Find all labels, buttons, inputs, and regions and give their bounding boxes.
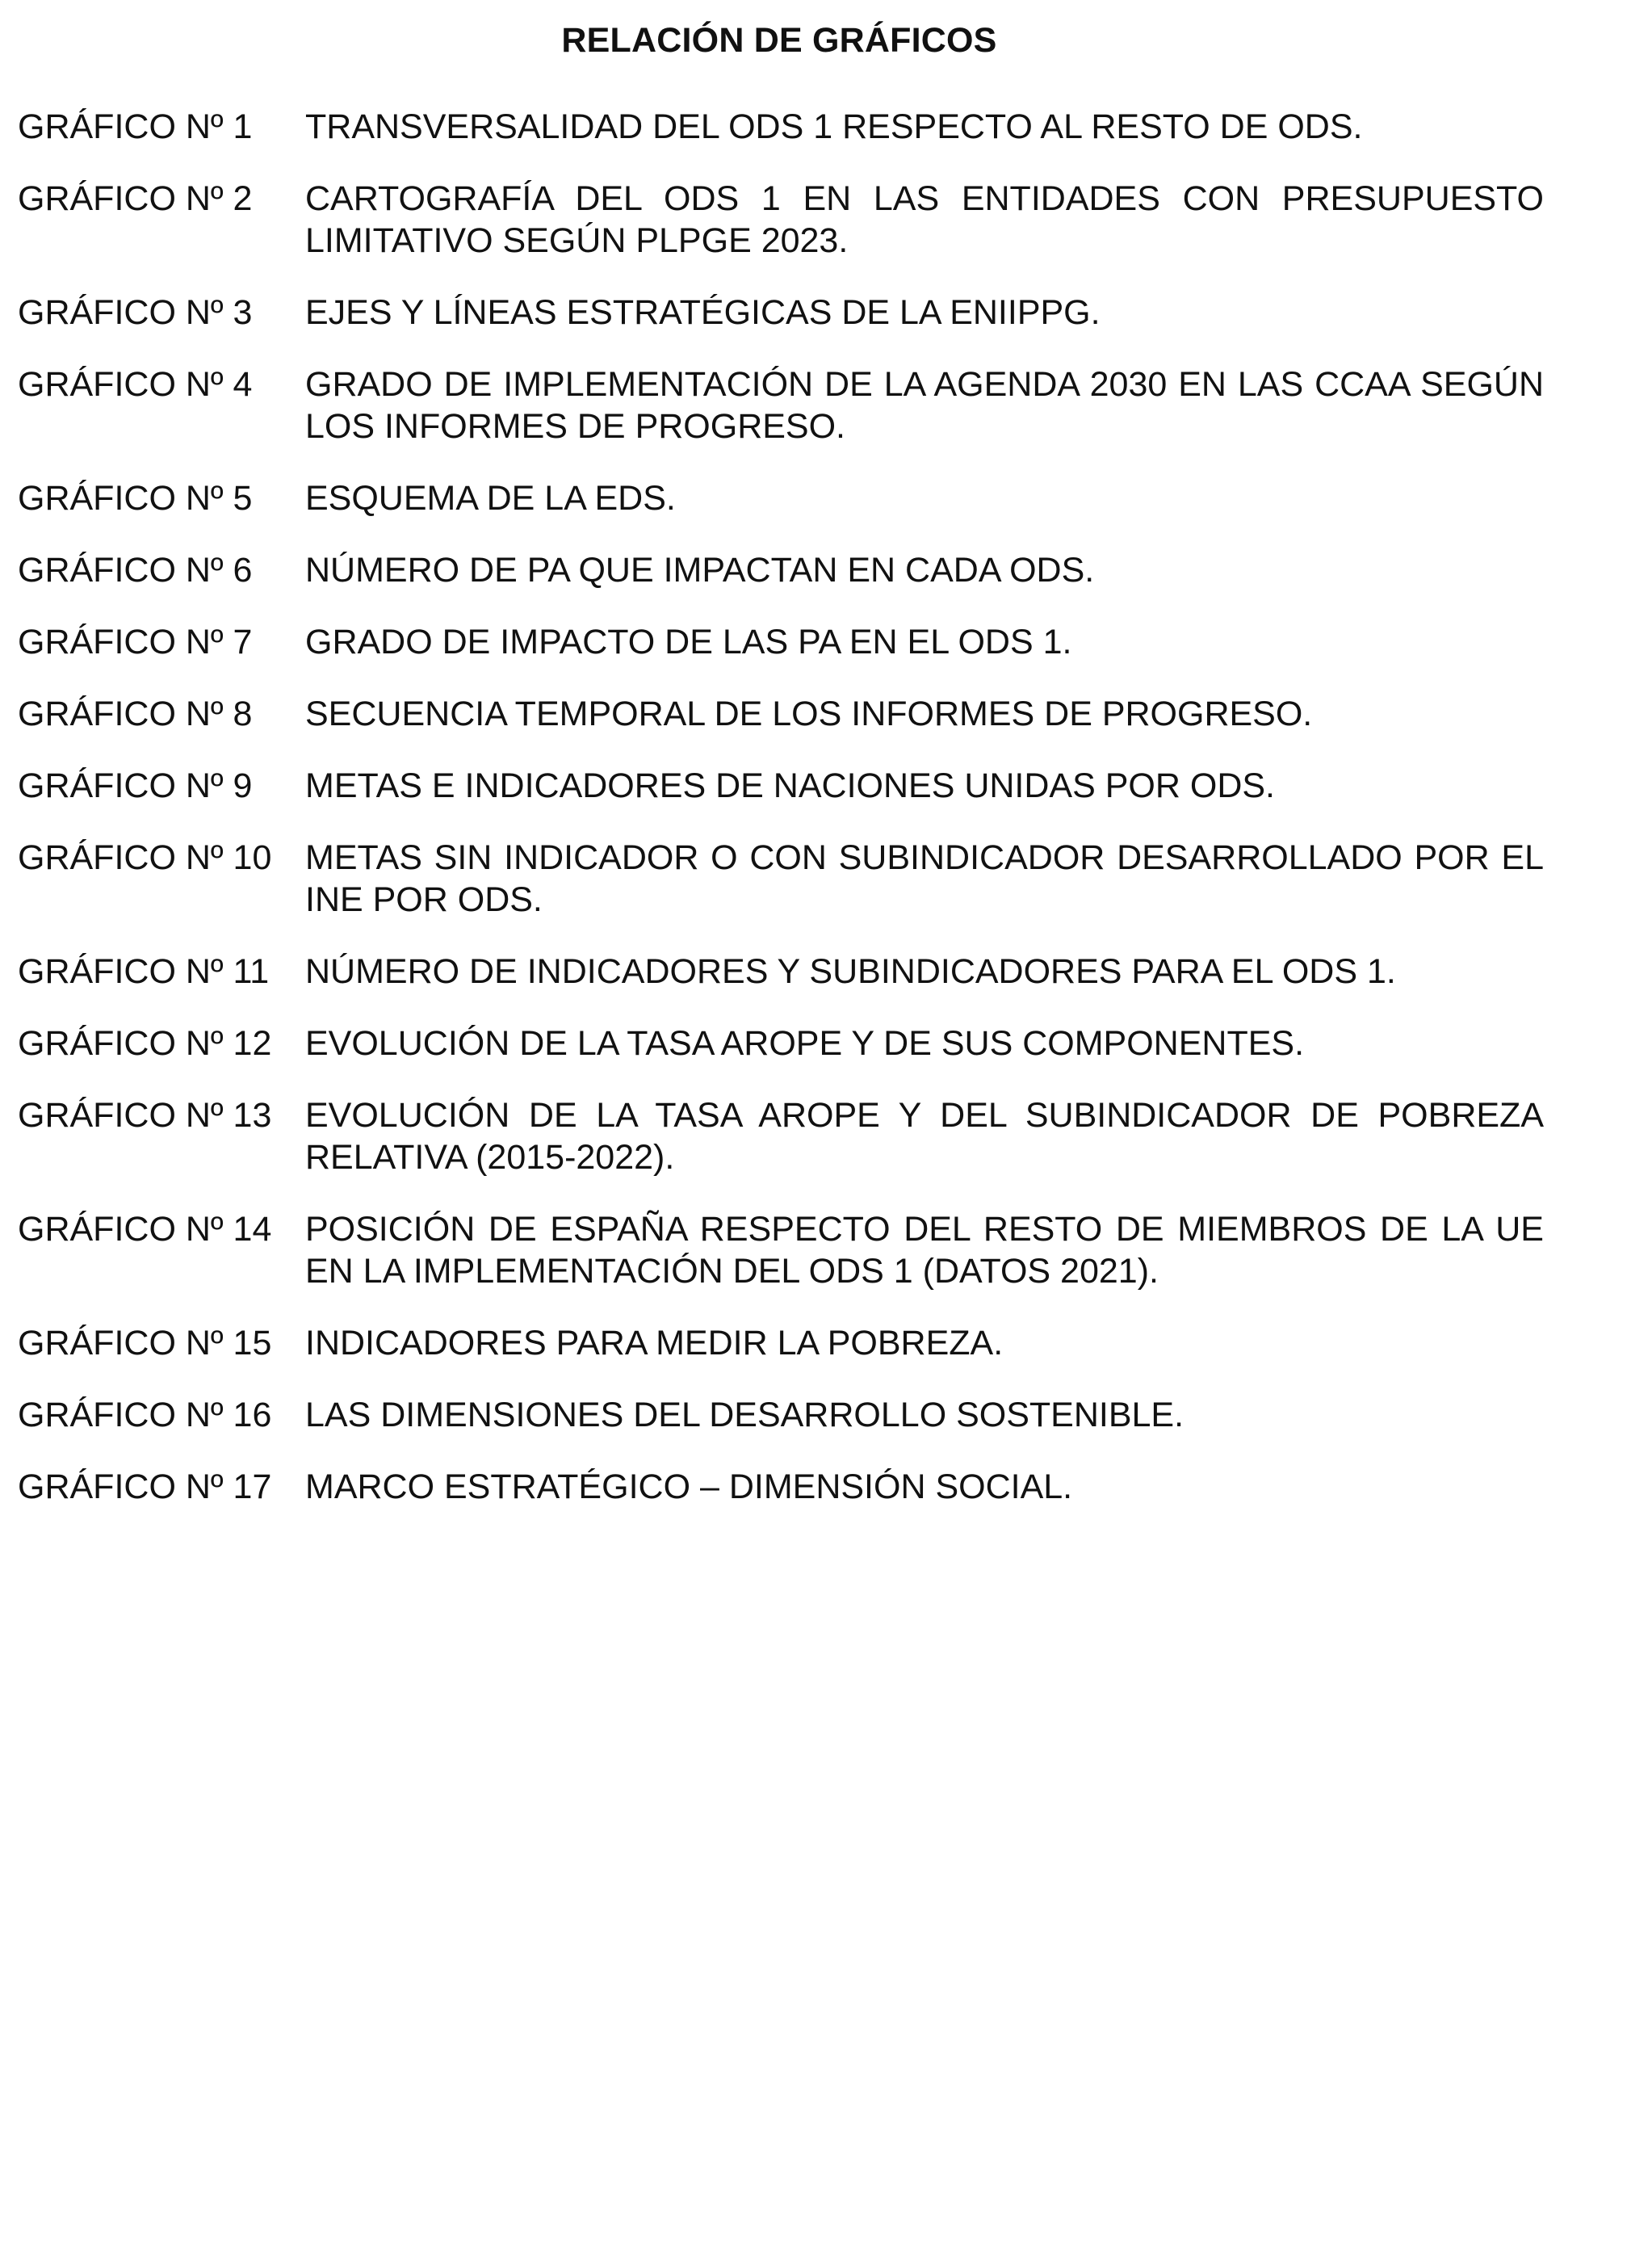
- figure-caption: NÚMERO DE PA QUE IMPACTAN EN CADA ODS.: [305, 551, 1095, 590]
- figure-label: GRÁFICO Nº 7: [18, 623, 253, 661]
- figure-label: GRÁFICO Nº 4: [18, 365, 253, 404]
- figure-caption: METAS E INDICADORES DE NACIONES UNIDAS POR ODS.: [305, 766, 1275, 805]
- list-item: [18, 1022, 1544, 1064]
- list-item: [18, 951, 1544, 993]
- list-item: [18, 1094, 1544, 1178]
- figure-caption: SECUENCIA TEMPORAL DE LOS INFORMES DE PROGRESO.: [305, 695, 1313, 733]
- figure-caption: INDICADORES PARA MEDIR LA POBREZA.: [305, 1324, 1004, 1362]
- list-item: [18, 549, 1544, 591]
- figure-label: GRÁFICO Nº 2: [18, 179, 253, 218]
- figure-caption: ESQUEMA DE LA EDS.: [305, 479, 676, 518]
- figure-label: GRÁFICO Nº 10: [18, 838, 272, 877]
- list-item: [18, 1394, 1544, 1436]
- figure-caption: NÚMERO DE INDICADORES Y SUBINDICADORES PARA EL ODS 1.: [305, 952, 1396, 991]
- figure-label: GRÁFICO Nº 17: [18, 1467, 272, 1506]
- figure-caption: CARTOGRAFÍA DEL ODS 1 EN LAS ENTIDADES CON PRESUPUESTO LIMITATIVO SEGÚN PLPGE 2023.: [305, 179, 1544, 260]
- figure-label: GRÁFICO Nº 9: [18, 766, 253, 805]
- figure-label: GRÁFICO Nº 11: [18, 952, 270, 991]
- list-item: [18, 693, 1544, 735]
- figure-label: GRÁFICO Nº 16: [18, 1396, 272, 1434]
- figure-label: GRÁFICO Nº 8: [18, 695, 253, 733]
- list-item: [18, 621, 1544, 663]
- figure-label: GRÁFICO Nº 12: [18, 1024, 272, 1063]
- list-item: [18, 178, 1544, 262]
- list-item: [18, 765, 1544, 807]
- list-item: [18, 292, 1544, 334]
- figure-label: GRÁFICO Nº 15: [18, 1324, 272, 1362]
- figure-label: GRÁFICO Nº 13: [18, 1096, 272, 1135]
- list-item: [18, 1208, 1544, 1292]
- figure-caption: EVOLUCIÓN DE LA TASA AROPE Y DE SUS COMPONENTES.: [305, 1024, 1305, 1063]
- figure-caption: POSICIÓN DE ESPAÑA RESPECTO DEL RESTO DE MIEMBROS DE LA UE EN LA IMPLEMENTACIÓN DEL ODS 1 (DATOS 2021).: [305, 1210, 1544, 1291]
- figure-caption: GRADO DE IMPLEMENTACIÓN DE LA AGENDA 2030 EN LAS CCAA SEGÚN LOS INFORMES DE PROGRESO.: [305, 365, 1544, 446]
- figure-caption: TRANSVERSALIDAD DEL ODS 1 RESPECTO AL RESTO DE ODS.: [305, 107, 1363, 146]
- figure-caption: GRADO DE IMPACTO DE LAS PA EN EL ODS 1.: [305, 623, 1072, 661]
- figure-caption: EVOLUCIÓN DE LA TASA AROPE Y DEL SUBINDICADOR DE POBREZA RELATIVA (2015-2022).: [305, 1096, 1544, 1177]
- figure-caption: METAS SIN INDICADOR O CON SUBINDICADOR DESARROLLADO POR EL INE POR ODS.: [305, 838, 1544, 919]
- figure-label: GRÁFICO Nº 14: [18, 1210, 272, 1249]
- list-item: [18, 106, 1544, 148]
- figure-caption: EJES Y LÍNEAS ESTRATÉGICAS DE LA ENIIPPG.: [305, 293, 1101, 332]
- figure-label: GRÁFICO Nº 3: [18, 293, 253, 332]
- figure-label: GRÁFICO Nº 1: [18, 107, 253, 146]
- list-item: [18, 1322, 1544, 1364]
- list-item: [18, 363, 1544, 447]
- page-title: RELACIÓN DE GRÁFICOS: [561, 21, 997, 60]
- list-item: [18, 837, 1544, 921]
- figure-label: GRÁFICO Nº 5: [18, 479, 253, 518]
- figure-label: GRÁFICO Nº 6: [18, 551, 253, 590]
- figure-caption: LAS DIMENSIONES DEL DESARROLLO SOSTENIBLE.: [305, 1396, 1184, 1434]
- figure-list: [18, 106, 1544, 1538]
- list-item: [18, 1466, 1544, 1508]
- list-item: [18, 477, 1544, 519]
- figure-caption: MARCO ESTRATÉGICO – DIMENSIÓN SOCIAL.: [305, 1467, 1073, 1506]
